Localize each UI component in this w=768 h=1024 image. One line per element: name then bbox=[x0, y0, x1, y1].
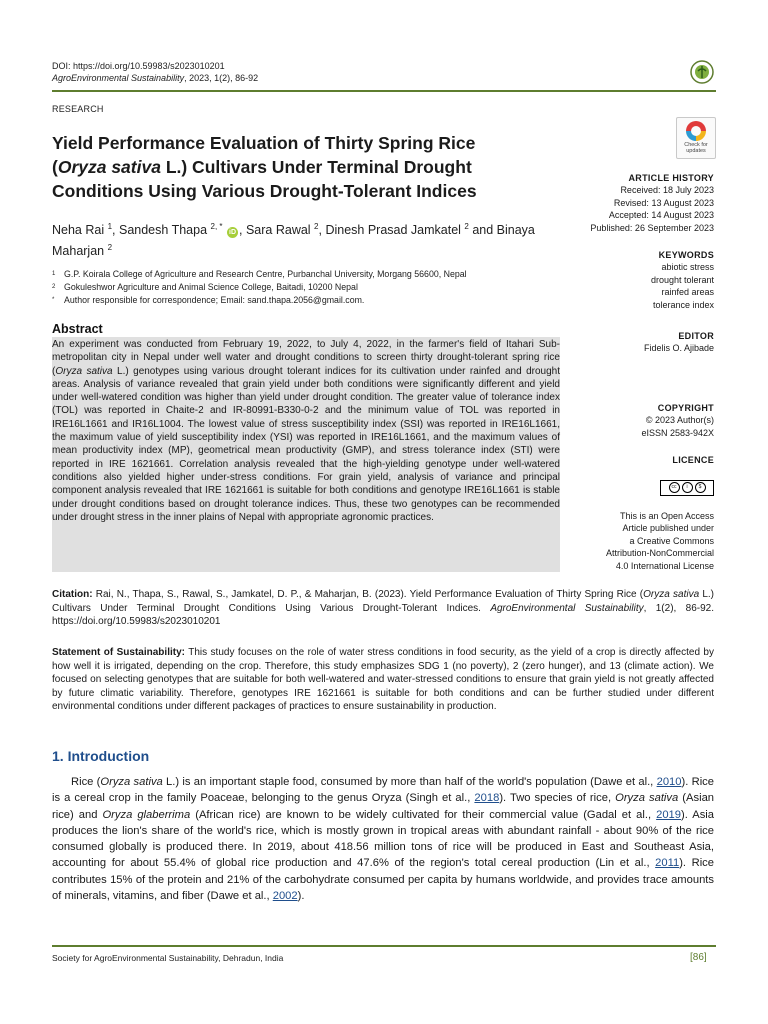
reference-link[interactable]: 2018 bbox=[474, 792, 500, 805]
citation-doi[interactable]: , 1(2), 86-92. https://doi.org/10.59983/s2023010201 bbox=[52, 602, 714, 627]
affiliation-text: G.P. Koirala College of Agriculture and Research Centre, Purbanchal University, Morgang 56600, Nepal bbox=[64, 269, 467, 279]
citation-species: Oryza sativa bbox=[643, 589, 700, 600]
introduction-heading: 1. Introduction bbox=[52, 748, 150, 764]
affiliation-mark: 1 bbox=[52, 271, 56, 277]
intro-text: L.) is an important staple food, consumed by more than half of the world's population (Dawe et al., bbox=[162, 776, 657, 788]
reference-link[interactable]: 2019 bbox=[656, 808, 681, 821]
sustainability-label: Statement of Sustainability: bbox=[52, 647, 185, 658]
licence-line: Article published under bbox=[622, 523, 714, 534]
intro-species: Oryza sativa bbox=[615, 792, 679, 805]
intro-text: ). Asia produces the lion's share of the world's rice, which is mostly grown in tropical areas with abundant rainfall - about 90% of the rice consumed globally is produced there. In 2019, about 418.56 million tons of rice will be produced in East and Southeast Asia, accounting for about 55.4% of global rice production and 47.6% of the region's total cereal production (Lin et al., bbox=[52, 808, 715, 870]
abstract-text: L.) genotypes using various drought tolerant indices for its cultivation under rainfed and drought areas. Analysis of variance revealed that grain yield under both conditions were significantly different and yield under well-watered condition was higher than yield under drought condition. The greater value of tolerance index (TOL) was reported in Chaite-2 and IR-80991-B330-0-2 and the minimum value of TOL was reported in IRE16L1661 and IR16L1004. The lowest value of stress susceptibility index (SSI) was reported in IRE16L1661, the maximum value of yield susceptibility index (YSI) was reported in IRE16L1661, and the maximum values of mean productivity index (MP), geometrical mean productivity (GMP), and stress tolerance index (STI) were reported in IRE 1621661. Correlation analysis revealed that the high-yielding genotype under well-watered conditions also yielded higher under-stress conditions. For grain yield, analysis of variance and principal component analysis revealed that IRE 1621661 is suitable for both conditions and genotype IRE16L1661 is stable under drought conditions based on drought tolerance indices. Thus, these two genotypes can be recommended under drought stress in the inner plains of Nepal with appropriate agronomic practices. bbox=[52, 365, 560, 523]
received-date: Received: 18 July 2023 bbox=[620, 185, 714, 196]
abstract-heading: Abstract bbox=[52, 322, 103, 336]
reference-link[interactable]: 2002 bbox=[272, 890, 298, 903]
author-affil-mark: 2 bbox=[464, 222, 469, 231]
author-affil-mark: 2 bbox=[107, 243, 113, 253]
intro-text: ). Rice contributes 15% of the protein and 21% of the carbohydrate consumed per capita by humans worldwide, and provides trace amounts of minerals, vitamins, and fiber (Dawe et al., bbox=[52, 857, 714, 903]
sustainability-statement bbox=[52, 646, 714, 714]
affiliation-mark: * bbox=[52, 297, 55, 303]
affiliation-mark: 2 bbox=[52, 284, 56, 290]
author-name: and Binaya Maharjan bbox=[52, 223, 535, 259]
author-name: , Sara Rawal bbox=[239, 223, 315, 238]
keyword-item: drought tolerant bbox=[650, 274, 714, 285]
journal-name: AgroEnvironmental Sustainability bbox=[52, 73, 185, 83]
keyword-item: rainfed areas bbox=[661, 287, 714, 298]
intro-text: ). bbox=[297, 890, 305, 903]
intro-text: (Asian rice) and bbox=[52, 792, 715, 821]
cc-license-icon[interactable] bbox=[660, 480, 714, 496]
check-updates-icon bbox=[686, 121, 706, 141]
licence-text bbox=[576, 510, 714, 572]
introduction-body bbox=[52, 774, 714, 904]
title-line-1: Yield Performance Evaluation of Thirty Spring Rice bbox=[52, 133, 476, 153]
page-number: [86] bbox=[690, 952, 707, 963]
reference-link[interactable]: 2010 bbox=[656, 776, 682, 788]
licence-block bbox=[576, 454, 714, 572]
copyright-block bbox=[576, 402, 714, 439]
affiliation-item bbox=[52, 294, 572, 307]
orcid-icon[interactable]: iD bbox=[229, 229, 237, 237]
intro-species: Oryza glaberrima bbox=[102, 808, 191, 821]
journal-header bbox=[52, 60, 258, 84]
editor-name: Fidelis O. Ajibade bbox=[643, 343, 714, 354]
intro-text: ). Rice is a cereal crop in the family Poaceae, belonging to the genus Oryza (Singh et al., bbox=[52, 776, 714, 805]
keyword-item: tolerance index bbox=[652, 299, 714, 310]
paper-title bbox=[52, 131, 572, 203]
affiliation-text: Gokuleshwor Agriculture and Animal Science College, Baitadi, 10200 Nepal bbox=[64, 282, 358, 292]
editor-heading: EDITOR bbox=[678, 331, 714, 341]
citation-text: Rai, N., Thapa, S., Rawal, S., Jamkatel, D. P., & Maharjan, B. (2023). Yield Performance Evaluation of Thirty Spring Rice ( bbox=[92, 589, 644, 600]
header-rule bbox=[52, 90, 716, 92]
intro-text: (African rice) are known to be widely cultivated for their commercial value (Gadal et al., bbox=[190, 808, 657, 821]
copyright-text: © 2023 Author(s) bbox=[645, 415, 714, 426]
cc-symbol-icon: cc bbox=[669, 482, 680, 493]
check-updates-label: Check for updates bbox=[684, 142, 708, 154]
article-history-heading: ARTICLE HISTORY bbox=[628, 173, 714, 183]
editor-block bbox=[576, 330, 714, 355]
title-species: Oryza sativa bbox=[57, 157, 161, 177]
reference-link[interactable]: 2011 bbox=[655, 857, 680, 870]
revised-date: Revised: 13 August 2023 bbox=[613, 197, 714, 208]
author-affil-mark: 2 bbox=[314, 222, 319, 231]
licence-line: This is an Open Access bbox=[619, 510, 714, 521]
accepted-date: Accepted: 14 August 2023 bbox=[608, 210, 714, 221]
affiliation-item bbox=[52, 268, 572, 281]
by-symbol-icon: i bbox=[682, 482, 693, 493]
doi-line[interactable]: DOI: https://doi.org/10.59983/s2023010201 bbox=[52, 61, 225, 71]
journal-logo-icon bbox=[690, 60, 714, 84]
cc-badge-wrap bbox=[576, 479, 714, 496]
footer-rule bbox=[52, 945, 716, 947]
abstract-text: An experiment was conducted from February 19, 2022, to July 4, 2022, in the farmer's field of Itahari Sub-metropolitan city in Nepal under well water and drought conditions to screen thirty drought-tolerant spring rice ( bbox=[52, 339, 560, 377]
copyright-heading: COPYRIGHT bbox=[657, 403, 714, 413]
author-affil-mark: 1 bbox=[107, 222, 113, 231]
citation-text: L.) Cultivars Under Terminal Drought Conditions Using Various Drought-Tolerant Indices. bbox=[52, 589, 714, 614]
title-paren: ( bbox=[52, 157, 58, 177]
check-for-updates-badge[interactable] bbox=[676, 117, 716, 159]
citation-block bbox=[52, 588, 714, 629]
licence-line: a Creative Commons bbox=[629, 535, 714, 546]
citation-label: Citation: bbox=[52, 589, 93, 600]
eissn-text: eISSN 2583-942X bbox=[641, 427, 714, 438]
nc-symbol-icon: $ bbox=[695, 482, 706, 493]
journal-citation-line bbox=[52, 72, 258, 84]
author-affil-mark: 2, * bbox=[210, 222, 223, 231]
intro-species: Oryza sativa bbox=[100, 776, 163, 788]
licence-line[interactable]: 4.0 International License bbox=[615, 560, 714, 571]
journal-volume: , 2023, 1(2), 86-92 bbox=[184, 73, 259, 83]
licence-line[interactable]: Attribution-NonCommercial bbox=[605, 548, 714, 559]
article-history bbox=[576, 172, 714, 234]
published-date: Published: 26 September 2023 bbox=[590, 222, 714, 233]
sustainability-text: This study focuses on the role of water stress conditions in food security, as the yield of a crop is directly affected by how well it is irrigated, depending on the crop. Therefore, this study emphasizes SDG 1 (no poverty), 2 (zero hunger), and 13 (climate action). We focused on selecting genotypes that are suitable for both well-watered and water-stressed conditions to ensure that grain yield is not greatly affected by future climatic variability. Therefore, genotypes IRE 1621661 is suitable for both conditions and can be further studied under different environmental conditions under different packages of practices to ensure sustainability in production. bbox=[52, 647, 714, 712]
abstract-species: Oryza sativa bbox=[55, 365, 113, 377]
citation-journal: AgroEnvironmental Sustainability bbox=[490, 602, 644, 614]
licence-heading: LICENCE bbox=[672, 455, 714, 465]
author-list bbox=[52, 218, 572, 260]
affiliations bbox=[52, 268, 572, 307]
title-line-3: Conditions Using Various Drought-Tolerant Indices bbox=[52, 181, 477, 201]
abstract-body bbox=[52, 337, 560, 572]
affiliation-text: Author responsible for correspondence; Email: sand.thapa.2056@gmail.com. bbox=[64, 295, 365, 305]
keywords bbox=[576, 249, 714, 311]
title-line-2-rest: L.) Cultivars Under Terminal Drought bbox=[160, 157, 472, 177]
author-name: , Sandesh Thapa bbox=[112, 223, 211, 238]
author-name: Neha Rai bbox=[52, 223, 108, 238]
keyword-item: abiotic stress bbox=[661, 262, 714, 273]
intro-text: Rice ( bbox=[71, 776, 101, 788]
footer-society: Society for AgroEnvironmental Sustainability, Dehradun, India bbox=[52, 953, 284, 963]
author-name: , Dinesh Prasad Jamkatel bbox=[318, 223, 465, 238]
intro-text: ). Two species of rice, bbox=[499, 792, 616, 805]
keywords-heading: KEYWORDS bbox=[658, 250, 714, 260]
affiliation-item bbox=[52, 281, 572, 294]
title-line-2 bbox=[52, 155, 572, 179]
section-label: RESEARCH bbox=[52, 104, 104, 114]
